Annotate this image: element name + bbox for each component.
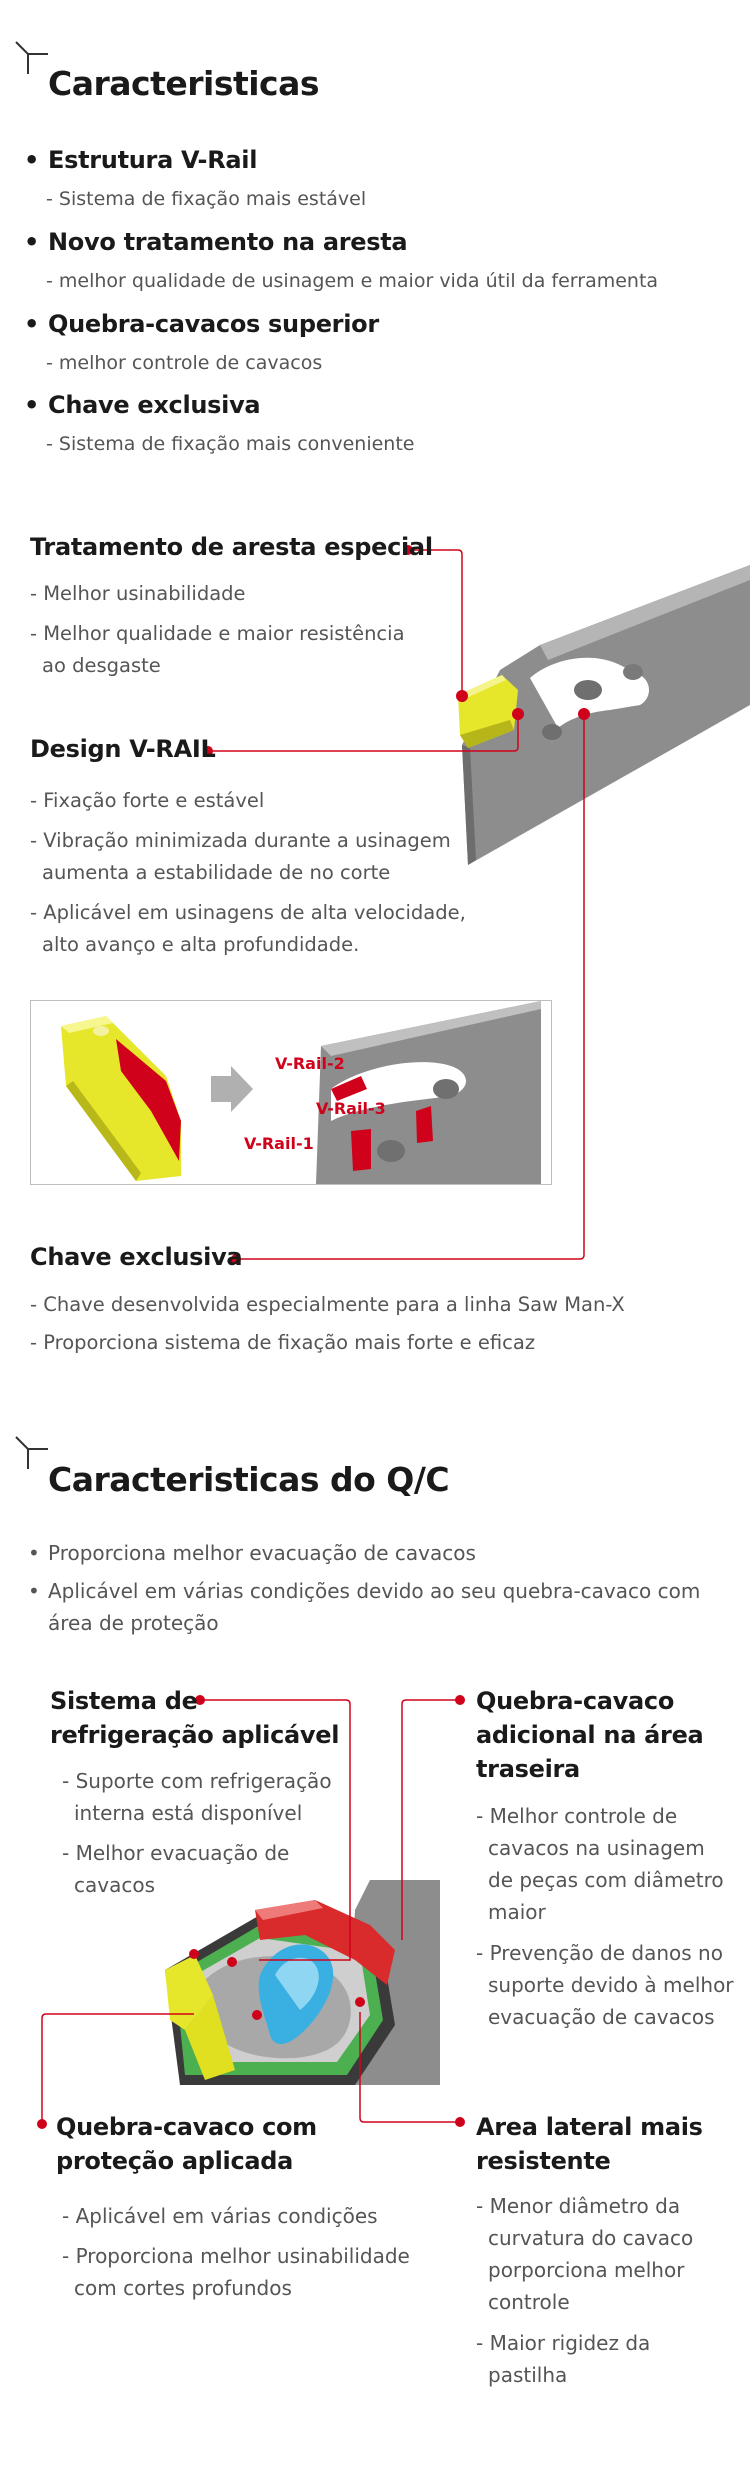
vrail-1-label: V-Rail-1 xyxy=(244,1134,314,1153)
text-line: suporte devido à melhor xyxy=(488,1973,734,1997)
text-line: Area lateral mais xyxy=(476,2113,703,2141)
text-line: ao desgaste xyxy=(42,654,161,677)
key-title: Chave exclusiva xyxy=(30,1243,243,1271)
protected-breaker-item xyxy=(62,2240,410,2304)
qc-bullet xyxy=(48,1575,700,1639)
feature-title: • Estrutura V-Rail xyxy=(48,146,257,174)
lateral-area-item xyxy=(476,2190,693,2318)
text-line: alto avanço e alta profundidade. xyxy=(42,933,360,956)
edge-treatment-item xyxy=(30,618,405,682)
cooling-title xyxy=(50,1684,339,1752)
text-line: - Melhor evacuação de xyxy=(62,1841,290,1865)
text-line: proteção aplicada xyxy=(56,2147,294,2175)
text-line: com cortes profundos xyxy=(74,2276,292,2300)
vrail-2-label: V-Rail-2 xyxy=(275,1054,345,1073)
text-line: refrigeração aplicável xyxy=(50,1721,340,1749)
callout-dot xyxy=(37,2119,47,2129)
text-line: - Suporte com refrigeração xyxy=(62,1769,332,1793)
corner-mark-icon xyxy=(14,40,50,76)
text-line: - Proporciona sistema de fixação mais forte e eficaz xyxy=(30,1331,536,1354)
rear-breaker-title xyxy=(476,1684,703,1786)
key-item xyxy=(30,1327,535,1359)
text-line: Aplicável em várias condições devido ao seu quebra-cavaco com xyxy=(48,1579,701,1603)
text-line: Quebra-cavaco xyxy=(476,1687,675,1715)
text-line: - Vibração minimizada durante a usinagem xyxy=(30,829,451,852)
text-line: de peças com diâmetro xyxy=(488,1868,724,1892)
text-line: evacuação de cavacos xyxy=(488,2005,715,2029)
edge-treatment-title: Tratamento de aresta especial xyxy=(30,533,433,561)
feature-desc: - Sistema de fixação mais estável xyxy=(46,188,367,210)
vrail-3-label: V-Rail-3 xyxy=(316,1099,386,1118)
text-line: - Melhor usinabilidade xyxy=(30,582,246,605)
text-line: - Melhor qualidade e maior resistência xyxy=(30,622,405,645)
text-line: - Maior rigidez da xyxy=(476,2331,651,2355)
section-title: Caracteristicas xyxy=(48,64,320,103)
text-line: Sistema de xyxy=(50,1687,198,1715)
text-line: - Prevenção de danos no xyxy=(476,1941,723,1965)
lateral-area-item xyxy=(476,2327,650,2391)
section-title: Caracteristicas do Q/C xyxy=(48,1460,450,1499)
bullet-mark: • xyxy=(28,1579,40,1603)
text-line: pastilha xyxy=(488,2363,568,2387)
cooling-item xyxy=(62,1837,289,1901)
feature-desc: - Sistema de fixação mais conveniente xyxy=(46,433,415,455)
rear-breaker-item xyxy=(476,1800,724,1928)
protected-breaker-item xyxy=(62,2200,378,2232)
vrail-item xyxy=(30,785,264,817)
feature-title: • Quebra-cavacos superior xyxy=(48,310,379,338)
key-item xyxy=(30,1289,625,1321)
text-line: Proporciona melhor evacuação de cavacos xyxy=(48,1541,476,1565)
text-line: - Aplicável em usinagens de alta velocidade, xyxy=(30,901,466,924)
text-line: maior xyxy=(488,1900,546,1924)
vrail-item xyxy=(30,825,451,889)
feature-desc: - melhor controle de cavacos xyxy=(46,352,323,374)
text-line: - Proporciona melhor usinabilidade xyxy=(62,2244,410,2268)
text-line: - Melhor controle de xyxy=(476,1804,678,1828)
text-line: porporciona melhor xyxy=(488,2258,685,2282)
text-line: cavacos na usinagem xyxy=(488,1836,705,1860)
lateral-area-title xyxy=(476,2110,703,2178)
text-line: - Aplicável em várias condições xyxy=(62,2204,378,2228)
corner-mark-icon xyxy=(14,1435,50,1471)
callout-dot xyxy=(455,2117,465,2127)
text-line: - Menor diâmetro da xyxy=(476,2194,681,2218)
qc-bullet xyxy=(48,1537,476,1569)
vrail-diagram-graphic xyxy=(31,1001,551,1184)
text-line: aumenta a estabilidade de no corte xyxy=(42,861,391,884)
text-line: Quebra-cavaco com xyxy=(56,2113,317,2141)
rear-breaker-item xyxy=(476,1937,734,2033)
cooling-item xyxy=(62,1765,332,1829)
text-line: - Fixação forte e estável xyxy=(30,789,265,812)
text-line: traseira xyxy=(476,1755,580,1783)
vrail-item xyxy=(30,897,466,961)
vrail-design-title: Design V-RAIL xyxy=(30,735,216,763)
edge-treatment-item xyxy=(30,578,246,610)
vrail-diagram xyxy=(30,1000,552,1185)
text-line: adicional na área xyxy=(476,1721,704,1749)
text-line: interna está disponível xyxy=(74,1801,303,1825)
text-line: curvatura do cavaco xyxy=(488,2226,694,2250)
text-line: área de proteção xyxy=(48,1611,219,1635)
callout-dot xyxy=(455,1695,465,1705)
protected-breaker-title xyxy=(56,2110,317,2178)
feature-title: • Chave exclusiva xyxy=(48,391,260,419)
bullet-mark: • xyxy=(28,1541,40,1565)
feature-title: • Novo tratamento na aresta xyxy=(48,228,407,256)
text-line: - Chave desenvolvida especialmente para a linha Saw Man-X xyxy=(30,1293,625,1316)
text-line: controle xyxy=(488,2290,570,2314)
feature-desc: - melhor qualidade de usinagem e maior vida útil da ferramenta xyxy=(46,270,659,292)
text-line: resistente xyxy=(476,2147,611,2175)
text-line: cavacos xyxy=(74,1873,155,1897)
